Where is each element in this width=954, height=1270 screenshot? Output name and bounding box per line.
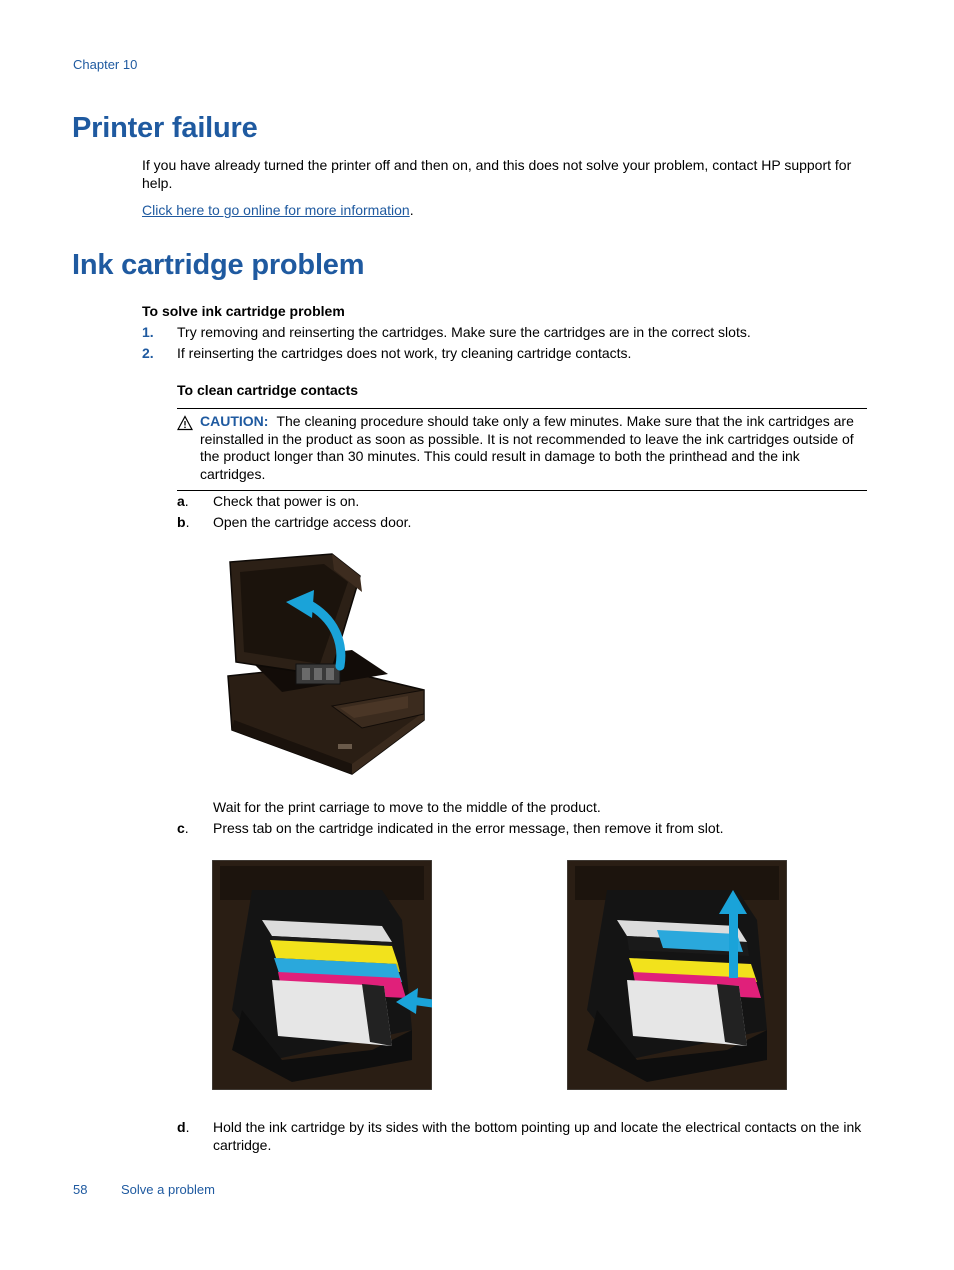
step-number-1: 1. — [142, 324, 154, 340]
cartridge-press-tab-illustration — [212, 860, 432, 1090]
caution-label: CAUTION: — [200, 413, 269, 429]
online-info-suffix: . — [409, 202, 414, 218]
online-info-link[interactable]: Click here to go online for more information — [142, 202, 410, 218]
substep-text-d: Hold the ink cartridge by its sides with the bottom pointing up and locate the electrical contacts on the ink cartridge. — [213, 1119, 862, 1153]
substep-letter-d: d. — [177, 1119, 190, 1135]
printer-failure-body: If you have already turned the printer off and then on, and this does not solve your problem, contact HP support for help. — [142, 157, 852, 191]
online-info-line — [142, 202, 867, 220]
substep-text-a: Check that power is on. — [213, 493, 360, 509]
substep-text-b: Open the cartridge access door. — [213, 514, 412, 530]
procedure-title: To solve ink cartridge problem — [142, 303, 345, 319]
substep-text-wait: Wait for the print carriage to move to the middle of the product. — [213, 799, 601, 815]
substep-letter-b-char: b — [177, 514, 186, 530]
warning-triangle-icon — [177, 415, 193, 431]
substep-letter-b: b. — [177, 514, 190, 530]
chapter-label: Chapter 10 — [73, 57, 138, 72]
substep-text-c: Press tab on the cartridge indicated in the error message, then remove it from slot. — [213, 820, 724, 836]
cartridge-remove-illustration — [567, 860, 787, 1090]
caution-message: The cleaning procedure should take only a few minutes. Make sure that the ink cartridges are reinstalled in the product as soon as possible. It is not recommended to leave the ink cartridges outside of the product longer than 30 minutes. This could result in damage to both the printhead and the ink cartridges. — [200, 413, 854, 482]
printer-failure-heading: Printer failure — [72, 112, 258, 144]
cartridge-slots-remove — [617, 920, 761, 1046]
footer-section: Solve a problem — [121, 1182, 215, 1197]
step-text-1: Try removing and reinserting the cartridges. Make sure the cartridges are in the correct slots. — [177, 324, 751, 340]
substep-letter-a: a. — [177, 493, 189, 509]
printer-open-door-illustration — [212, 552, 428, 776]
substep-letter-c-char: c — [177, 820, 185, 836]
substep-letter-d-char: d — [177, 1119, 186, 1135]
step-text-2: If reinserting the cartridges does not work, try cleaning cartridge contacts. — [177, 345, 632, 361]
page-number: 58 — [73, 1182, 88, 1197]
ink-cartridge-heading: Ink cartridge problem — [72, 249, 365, 281]
substep-letter-c: c. — [177, 820, 189, 836]
cartridge-slots — [262, 920, 406, 1046]
caution-text-block — [200, 413, 866, 483]
substep-letter-a-char: a — [177, 493, 185, 509]
sub-procedure-title: To clean cartridge contacts — [177, 382, 359, 398]
caution-box — [177, 408, 867, 491]
step-number-2: 2. — [142, 345, 154, 361]
